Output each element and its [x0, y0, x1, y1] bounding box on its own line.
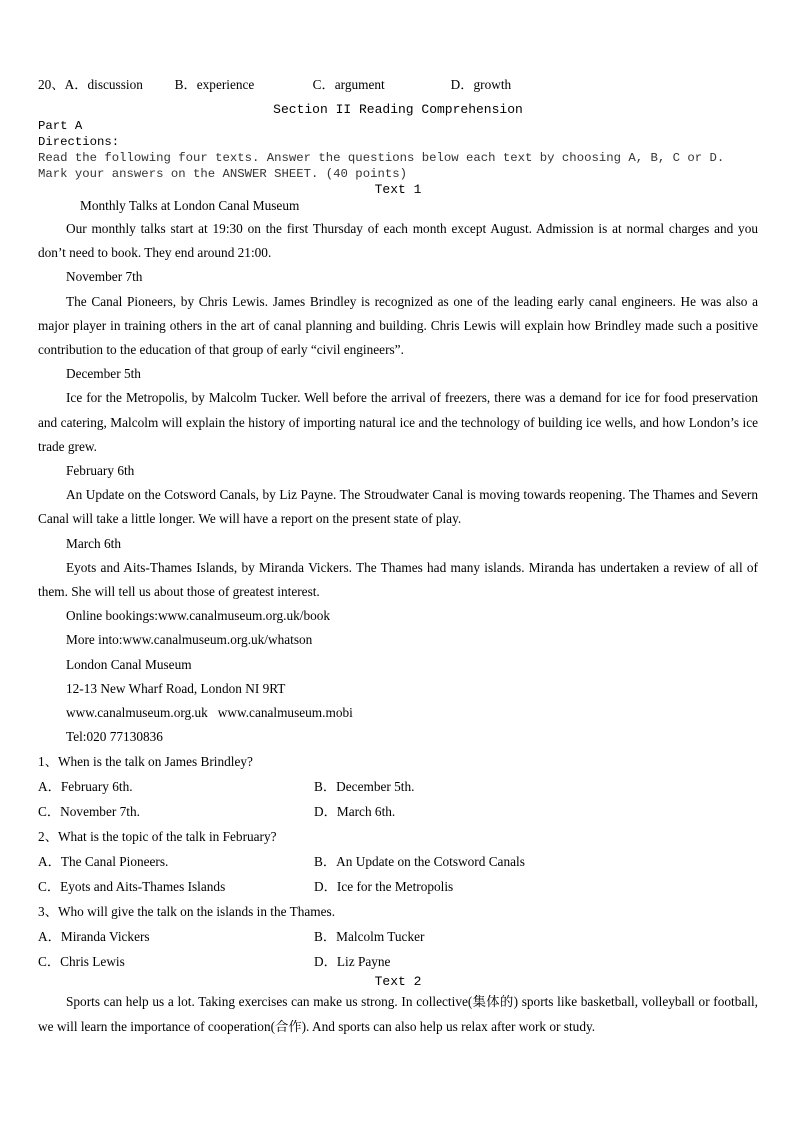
- option-a: A．discussion: [64, 77, 143, 92]
- paragraph: Ice for the Metropolis, by Malcolm Tucker. Well before the arrival of freezers, there was a demand for ice for food preservation and catering, Malcolm will explain the history of importing natural ice and the technology of building ice wells, and how London’s ice trade grew.: [38, 390, 758, 454]
- option-d: D．growth: [450, 77, 512, 92]
- directions-text: Read the following four texts. Answer the questions below each text by choosing A, B, C or D. Mark your answers on the ANSWER SHEET. (40 points): [38, 151, 725, 181]
- date-heading: March 6th: [66, 535, 122, 551]
- option-d: D．Liz Payne: [314, 954, 391, 970]
- museum-phone: Tel:020 77130836: [66, 729, 163, 745]
- paragraph: An Update on the Cotsword Canals, by Liz Payne. The Stroudwater Canal is moving towards reopening. The Thames and Severn Canal will take a little longer. We will have a report on the present state of play.: [38, 487, 758, 527]
- paragraph: The Canal Pioneers, by Chris Lewis. James Brindley is recognized as one of the leading early canal engineers. He was also a major player in training others in the art of canal planning and building. Chris Lewis will explain how Brindley made such a positive contribution to the education of that group of early “civil engineers”.: [38, 293, 758, 358]
- option-b: B．December 5th.: [314, 779, 415, 795]
- option-c: C．argument: [312, 77, 385, 92]
- date-heading: February 6th: [66, 463, 135, 479]
- museum-name: London Canal Museum: [66, 656, 192, 672]
- option-d: D．Ice for the Metropolis: [314, 879, 454, 895]
- part-label: Part A: [38, 119, 83, 133]
- date-heading: November 7th: [66, 269, 143, 285]
- question-1: [38, 749, 758, 824]
- directions-label: Directions:: [38, 135, 120, 149]
- option-a: A．February 6th.: [38, 779, 133, 795]
- paragraph: Sports can help us a lot. Taking exercises can make us strong. In collective(集体的) sports like basketball, volleyball or football, we will learn the importance of cooperation(合作). And sports can also help us relax after work or study.: [38, 994, 758, 1034]
- text1-title: Monthly Talks at London Canal Museum: [80, 198, 300, 213]
- text1-label: Text 1: [374, 182, 422, 197]
- online-bookings: Online bookings:www.canalmuseum.org.uk/book: [66, 608, 331, 624]
- paragraph: Our monthly talks start at 19:30 on the first Thursday of each month except August. Admission is at normal charges and you don’t need to book. They end around 21:00.: [38, 221, 758, 261]
- option-c: C．November 7th.: [38, 804, 140, 820]
- option-b: B．Malcolm Tucker: [314, 929, 425, 945]
- question-stem: 2、What is the topic of the talk in February?: [38, 829, 277, 845]
- museum-websites: www.canalmuseum.org.uk www.canalmuseum.mobi: [66, 705, 353, 721]
- option-b: B．experience: [174, 77, 255, 92]
- museum-address: 12-13 New Wharf Road, London NI 9RT: [66, 680, 286, 696]
- option-b: B．An Update on the Cotsword Canals: [314, 854, 525, 870]
- more-info: More into:www.canalmuseum.org.uk/whatson: [66, 632, 313, 648]
- question-2: [38, 824, 758, 899]
- date-heading: December 5th: [66, 366, 141, 382]
- paragraph: Eyots and Aits-Thames Islands, by Miranda Vickers. The Thames had many islands. Miranda has undertaken a review of all of them. She will tell us about those of greatest interest.: [38, 559, 758, 600]
- option-d: D．March 6th.: [314, 804, 396, 820]
- section-title: Section II Reading Comprehension: [273, 102, 523, 117]
- question-number: 20、: [38, 77, 65, 92]
- question-stem: 3、Who will give the talk on the islands in the Thames.: [38, 904, 336, 920]
- option-c: C．Chris Lewis: [38, 954, 125, 970]
- text2-label: Text 2: [374, 974, 422, 990]
- option-c: C．Eyots and Aits-Thames Islands: [38, 879, 226, 895]
- option-a: A．Miranda Vickers: [38, 929, 150, 945]
- question-stem: 1、When is the talk on James Brindley?: [38, 754, 253, 770]
- question-3: [38, 899, 758, 974]
- option-a: A．The Canal Pioneers.: [38, 854, 169, 870]
- question-20-options: [38, 74, 758, 96]
